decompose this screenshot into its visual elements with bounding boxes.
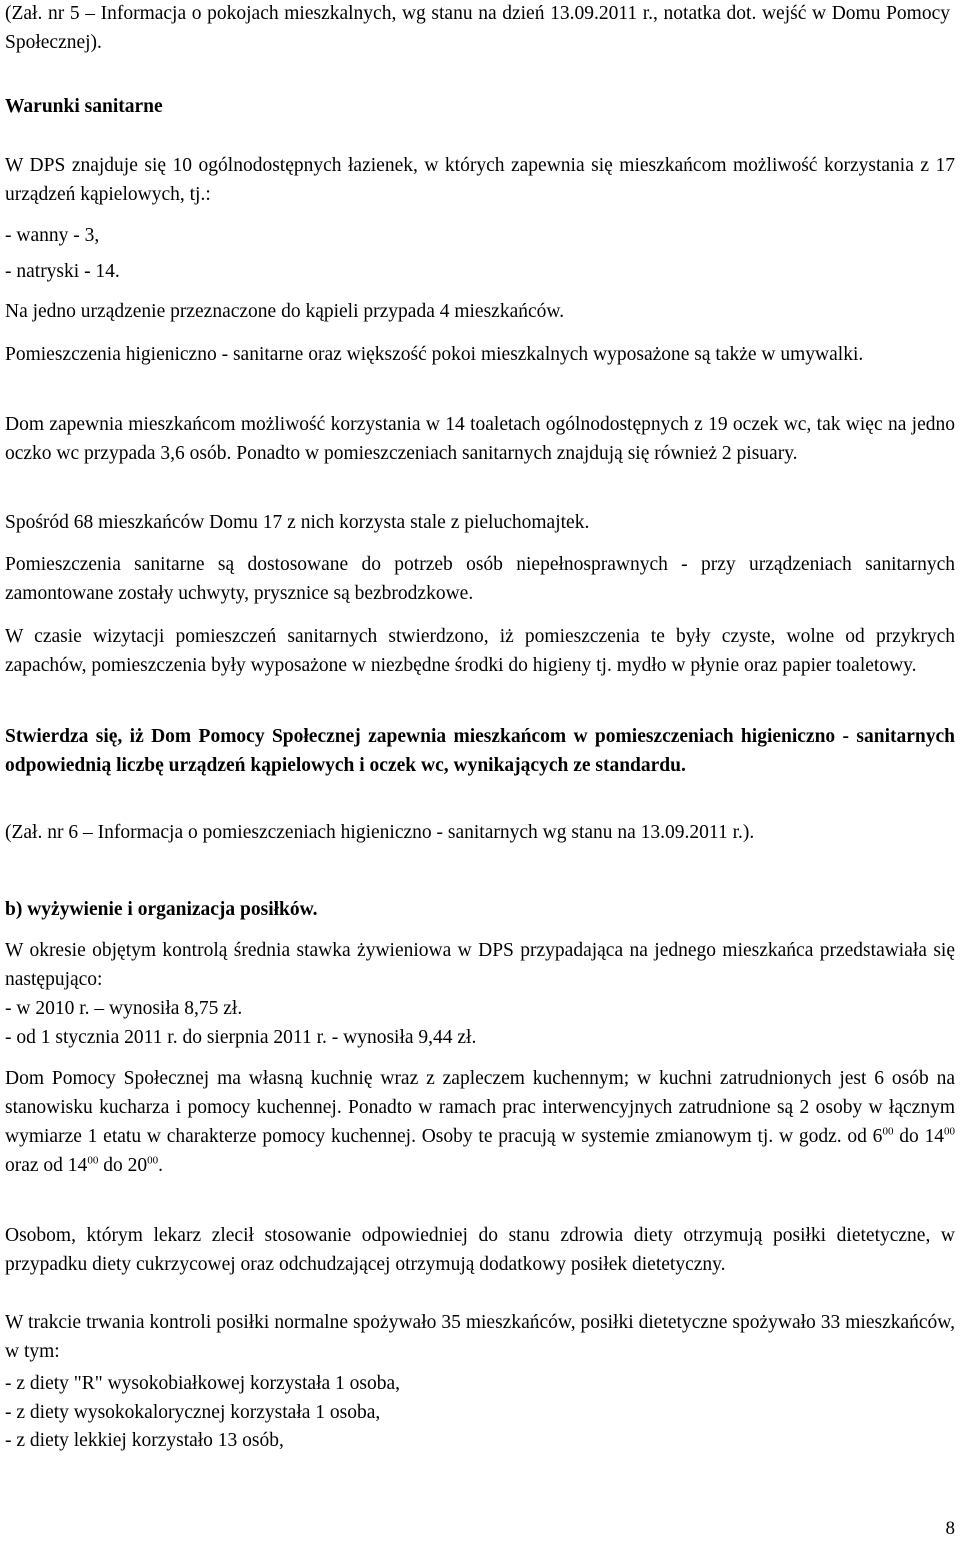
paragraph: W DPS znajduje się 10 ogólnodostępnych łazienek, w których zapewnia się mieszkańcom możliwość korzystania z 17 urządzeń kąpielowych, tj.: [5,155,955,205]
paragraph-text: oraz od 14 [5,1155,88,1176]
section-heading-sanitary: Warunki sanitarne [5,96,163,117]
paragraph: Dom zapewnia mieszkańcom możliwość korzystania w 14 toaletach ogólnodostępnych z 19 oczek wc, tak więc na jedno oczko wc przypada 3,6 osób. Ponadto w pomieszczeniach sanitarnych znajdują się również 2 pisuary. [5,414,955,464]
list-item: - natryski - 14. [5,261,120,282]
paragraph: W okresie objętym kontrolą średnia stawka żywieniowa w DPS przypadająca na jednego mieszkańca przedstawiała się następująco: [5,940,955,990]
hour-superscript: 00 [882,1125,894,1138]
list-item: - w 2010 r. – wynosiła 8,75 zł. [5,998,243,1019]
hour-superscript: 00 [87,1154,99,1167]
paragraph: Spośród 68 mieszkańców Domu 17 z nich korzysta stale z pieluchomajtek. [5,512,590,533]
attachment-note: (Zał. nr 5 – Informacja o pokojach mieszkalnych, wg stanu na dzień 13.09.2011 r., notatka dot. wejść w Domu Pomocy Społecznej). [5,3,950,53]
paragraph-text: do 14 [893,1126,944,1147]
paragraph: Na jedno urządzenie przeznaczone do kąpieli przypada 4 mieszkańców. [5,301,565,322]
paragraph: W trakcie trwania kontroli posiłki normalne spożywało 35 mieszkańców, posiłki dietetyczne spożywało 33 mieszkańców, w tym: [5,1312,955,1362]
paragraph [5,1064,955,1180]
list-item: - z diety wysokokalorycznej korzystała 1 osoba, [5,1402,381,1423]
list-item: - od 1 stycznia 2011 r. do sierpnia 2011 r. - wynosiła 9,44 zł. [5,1027,477,1048]
attachment-note: (Zał. nr 6 – Informacja o pomieszczeniach higieniczno - sanitarnych wg stanu na 13.09.2011 r.). [5,822,755,843]
paragraph: W czasie wizytacji pomieszczeń sanitarnych stwierdzono, iż pomieszczenia te były czyste, wolne od przykrych zapachów, pomieszczenia były wyposażone w niezbędne środki do higieny tj. mydło w płynie oraz papier toaletowy. [5,626,955,676]
paragraph: Osobom, którym lekarz zlecił stosowanie odpowiedniej do stanu zdrowia diety otrzymują posiłki dietetyczne, w przypadku diety cukrzycowej oraz odchudzającej otrzymują dodatkowy posiłek dietetyczny. [5,1225,955,1275]
paragraph-text: do 20 [98,1155,148,1176]
page-number: 8 [945,1518,955,1539]
list-item: - z diety lekkiej korzystało 13 osób, [5,1430,284,1451]
paragraph-text: Dom Pomocy Społecznej ma własną kuchnię wraz z zapleczem kuchennym; w kuchni zatrudnionych jest 6 osób na stanowisku kucharza i pomocy kuchennej. Ponadto w ramach prac interwencyjnych zatrudnione są 2 osoby w łącznym wymiarze 1 etatu w charakterze pomocy kuchennej. Osoby te pracują w systemie zmianowym tj. w godz. od 6 [5,1068,955,1147]
section-heading-nutrition: b) wyżywienie i organizacja posiłków. [5,899,318,920]
conclusion-statement: Stwierdza się, iż Dom Pomocy Społecznej zapewnia mieszkańcom w pomieszczeniach higieniczno - sanitarnych odpowiednią liczbę urządzeń kąpielowych i oczek wc, wynikających ze standardu. [5,726,955,776]
paragraph: Pomieszczenia higieniczno - sanitarne oraz większość pokoi mieszkalnych wyposażone są także w umywalki. [5,344,864,365]
list-item: - z diety "R" wysokobiałkowej korzystała 1 osoba, [5,1373,401,1394]
paragraph: Pomieszczenia sanitarne są dostosowane do potrzeb osób niepełnosprawnych - przy urządzeniach sanitarnych zamontowane zostały uchwyty, prysznice są bezbrodzkowe. [5,554,955,604]
hour-superscript: 00 [944,1125,955,1138]
list-item: - wanny - 3, [5,225,100,246]
hour-superscript: 00 [147,1154,159,1167]
paragraph-text: . [158,1155,163,1176]
